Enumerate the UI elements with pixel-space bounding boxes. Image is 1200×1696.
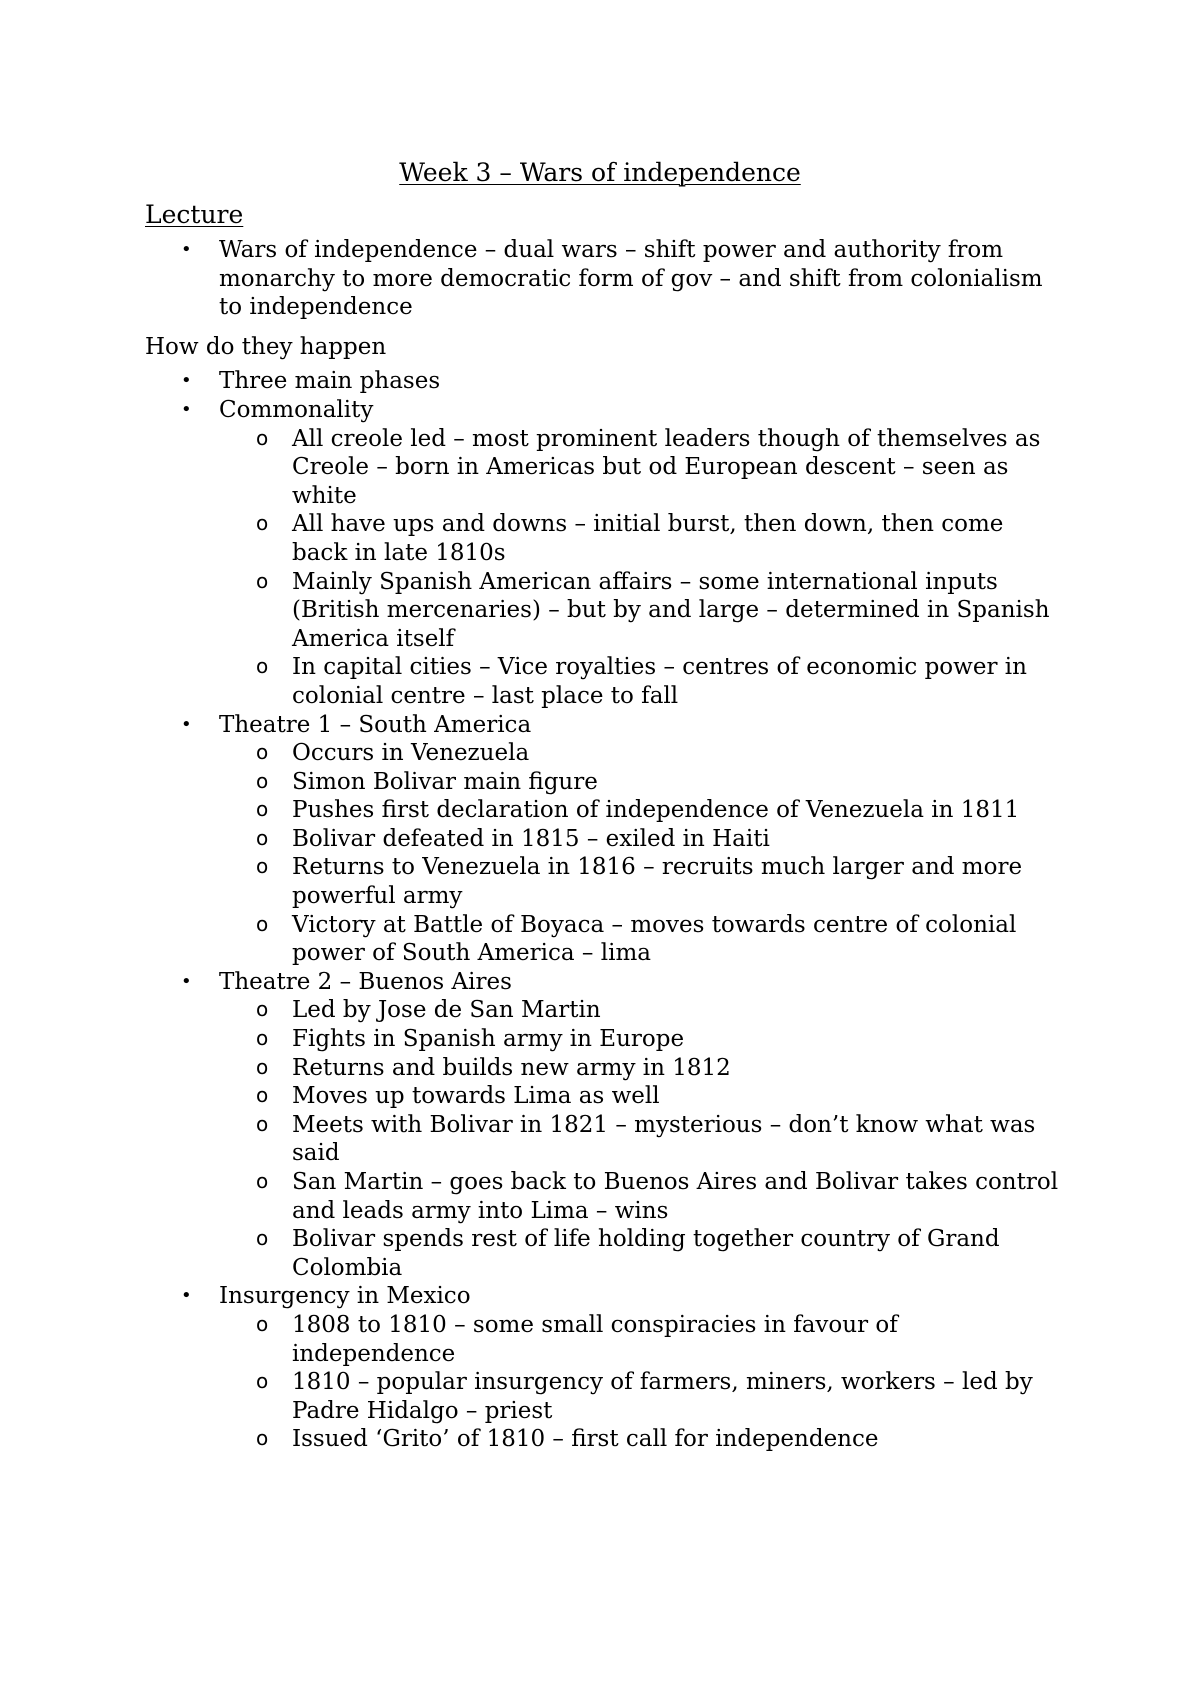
sub-list-item — [219, 510, 1065, 567]
list-item-theatre-2 — [145, 968, 1065, 1283]
page-title-text: Week 3 – Wars of independence — [399, 158, 801, 187]
main-list — [145, 367, 1065, 1454]
sub-list-item — [219, 653, 1065, 710]
sub-list-item — [219, 853, 1065, 910]
sub-item-text: All have ups and downs – initial burst, then down, then come back in late 1810s — [292, 511, 1004, 566]
sub-bullet-icon: o — [256, 654, 269, 679]
bullet-icon: • — [181, 398, 192, 420]
sub-list-item — [219, 1311, 1065, 1368]
commonality-label: Commonality — [219, 396, 374, 423]
bullet-icon: • — [181, 239, 192, 260]
sub-item-text: Bolivar spends rest of life holding together country of Grand Colombia — [292, 1226, 1000, 1281]
list-item-phases — [145, 367, 1065, 396]
sub-bullet-icon: o — [256, 1083, 269, 1108]
sub-list-item — [219, 1168, 1065, 1225]
sub-list-item — [219, 825, 1065, 854]
sub-item-text: San Martin – goes back to Buenos Aires and Bolivar takes control and leads army into Lima – wins — [292, 1169, 1059, 1224]
sub-bullet-icon: o — [256, 854, 269, 879]
sub-item-text: Fights in Spanish army in Europe — [292, 1026, 685, 1053]
sub-bullet-icon: o — [256, 997, 269, 1022]
theatre-2-sublist — [145, 996, 1065, 1282]
sub-item-text: Victory at Battle of Boyaca – moves towards centre of colonial power of South America – lima — [292, 911, 1017, 967]
sub-bullet-icon: o — [256, 1169, 269, 1193]
sub-item-text: Occurs in Venezuela — [292, 740, 530, 767]
intro-bullet-text: Wars of independence – dual wars – shift power and authority from monarchy to more democratic form of gov – and shift from colonialism to independence — [219, 237, 1043, 321]
section-label: How do they happen — [145, 333, 387, 360]
sub-list-item — [219, 1225, 1065, 1282]
sub-bullet-icon: o — [256, 825, 269, 850]
mexico-sublist — [145, 1311, 1065, 1454]
list-item-mexico — [145, 1282, 1065, 1454]
intro-list — [145, 236, 1065, 322]
sub-bullet-icon: o — [256, 425, 269, 450]
sub-item-text: Moves up towards Lima as well — [292, 1083, 660, 1110]
sub-bullet-icon: o — [256, 797, 269, 822]
theatre-2-label: Theatre 2 – Buenos Aires — [219, 968, 512, 995]
commonality-sublist — [145, 425, 1065, 711]
mexico-label: Insurgency in Mexico — [219, 1283, 471, 1310]
sub-item-text: Returns and builds new army in 1812 — [292, 1054, 731, 1081]
bullet-icon: • — [181, 713, 192, 735]
lecture-heading — [145, 200, 1065, 230]
sub-list-item — [219, 768, 1065, 797]
bullet-icon: • — [181, 370, 192, 392]
sub-bullet-icon: o — [256, 1311, 269, 1336]
sub-item-text: Simon Bolivar main figure — [292, 768, 598, 795]
sub-bullet-icon: o — [256, 1426, 269, 1451]
sub-bullet-icon: o — [256, 768, 269, 793]
sub-item-text: Issued ‘Grito’ of 1810 – first call for independence — [292, 1426, 879, 1453]
sub-bullet-icon: o — [256, 1026, 269, 1051]
list-item — [145, 236, 1065, 322]
sub-item-text: Mainly Spanish American affairs – some international inputs (British mercenaries) – but by and large – determined in Spanish America itself — [292, 568, 1050, 652]
theatre-1-sublist — [145, 739, 1065, 968]
sub-list-item — [219, 1054, 1065, 1083]
sub-list-item — [219, 911, 1065, 968]
sub-item-text: All creole led – most prominent leaders though of themselves as Creole – born in Americas but od European descent – seen as white — [292, 425, 1041, 509]
sub-item-text: Led by Jose de San Martin — [292, 997, 601, 1024]
sub-item-text: Returns to Venezuela in 1816 – recruits much larger and more powerful army — [292, 854, 1023, 910]
list-item-theatre-1 — [145, 711, 1065, 968]
theatre-1-label: Theatre 1 – South America — [219, 711, 532, 738]
phases-text: Three main phases — [219, 368, 441, 395]
sub-bullet-icon: o — [256, 1054, 269, 1079]
sub-list-item — [219, 1082, 1065, 1111]
list-item-commonality — [145, 396, 1065, 711]
sub-bullet-icon: o — [256, 911, 269, 936]
sub-list-item — [219, 1368, 1065, 1425]
sub-bullet-icon: o — [256, 740, 269, 765]
sub-bullet-icon: o — [256, 568, 269, 593]
sub-list-item — [219, 425, 1065, 511]
sub-bullet-icon: o — [256, 1111, 269, 1136]
sub-bullet-icon: o — [256, 1369, 269, 1394]
page-title — [0, 158, 1200, 188]
sub-item-text: Bolivar defeated in 1815 – exiled in Haiti — [292, 825, 770, 852]
sub-item-text: Pushes first declaration of independence of Venezuela in 1811 — [292, 797, 1020, 824]
sub-list-item — [219, 1111, 1065, 1168]
document-body — [145, 200, 1065, 1454]
bullet-icon: • — [181, 1285, 192, 1307]
sub-bullet-icon: o — [256, 1226, 269, 1251]
sub-list-item — [219, 739, 1065, 768]
sub-list-item — [219, 796, 1065, 825]
lecture-heading-text: Lecture — [145, 200, 244, 229]
sub-item-text: 1808 to 1810 – some small conspiracies in favour of independence — [292, 1311, 898, 1367]
bullet-icon: • — [181, 970, 192, 992]
sub-list-item — [219, 568, 1065, 654]
sub-bullet-icon: o — [256, 511, 269, 536]
sub-list-item — [219, 1425, 1065, 1454]
sub-item-text: In capital cities – Vice royalties – centres of economic power in colonial centre – last place to fall — [292, 654, 1027, 709]
sub-list-item — [219, 996, 1065, 1025]
sub-item-text: 1810 – popular insurgency of farmers, miners, workers – led by Padre Hidalgo – priest — [292, 1369, 1033, 1424]
sub-item-text: Meets with Bolivar in 1821 – mysterious – don’t know what was said — [292, 1111, 1036, 1167]
sub-list-item — [219, 1025, 1065, 1054]
